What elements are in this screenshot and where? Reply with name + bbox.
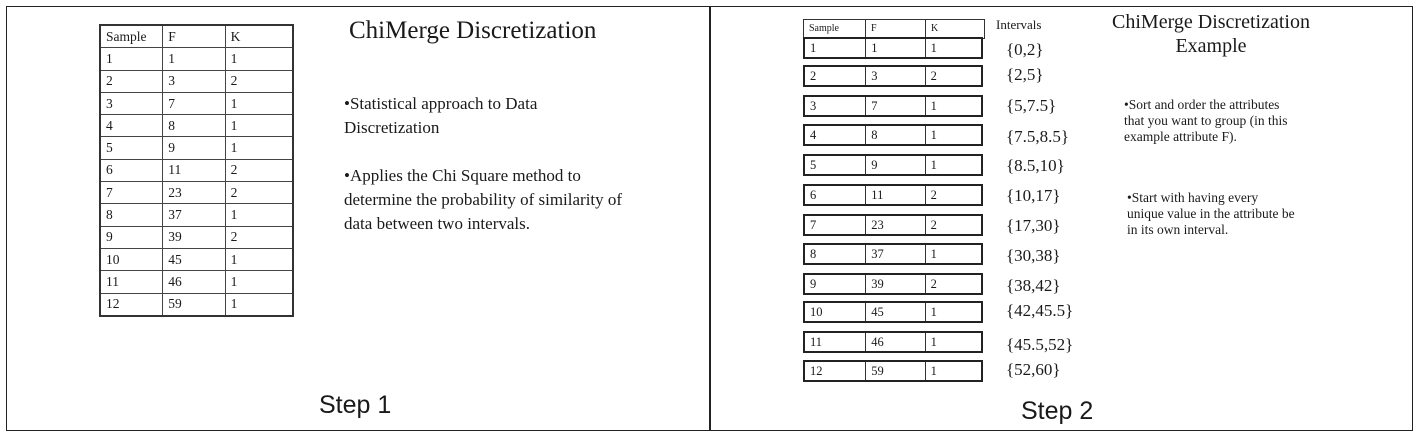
cell-k: 1 <box>225 115 293 137</box>
cell-f: 23 <box>866 216 925 234</box>
header-sample: Sample <box>100 25 163 48</box>
table-row <box>803 273 983 295</box>
step2-title <box>1096 10 1326 58</box>
table-header-row <box>100 25 293 48</box>
cell-f: 8 <box>163 115 225 137</box>
cell-f: 45 <box>866 303 925 321</box>
step1-label: Step 1 <box>319 391 392 419</box>
cell-f: 9 <box>163 137 225 159</box>
cell-sample: 4 <box>805 126 866 144</box>
cell-f: 46 <box>163 271 225 293</box>
cell-k: 2 <box>930 188 937 202</box>
interval-label: {30,38} <box>1006 246 1061 265</box>
cell-sample: 11 <box>100 271 163 293</box>
header-sample: Sample <box>804 20 866 38</box>
cell-sample: 7 <box>805 216 866 234</box>
cell-k: 1 <box>930 364 937 378</box>
step2-bullet-2: •Start with having every unique value in the attribute be in its own interval. <box>1127 190 1295 237</box>
table-row <box>100 159 293 181</box>
step2-title-line2: Example <box>1175 35 1247 57</box>
cell-sample: 5 <box>100 137 163 159</box>
cell-f: 59 <box>163 293 225 316</box>
table-row <box>100 248 293 270</box>
cell-sample: 5 <box>805 156 866 174</box>
cell-k: 1 <box>930 158 937 172</box>
cell-k: 1 <box>225 204 293 226</box>
step1-panel <box>6 6 710 431</box>
cell-k: 2 <box>225 159 293 181</box>
cell-k: 1 <box>225 137 293 159</box>
cell-f: 39 <box>866 275 925 293</box>
cell-sample: 3 <box>805 97 866 115</box>
interval-label: {45.5,52} <box>1006 335 1074 354</box>
cell-k: 1 <box>930 335 937 349</box>
interval-label: {10,17} <box>1006 186 1061 205</box>
cell-k: 1 <box>225 248 293 270</box>
step2-bullet-1: •Sort and order the attributes that you want to group (in this example attribute F). <box>1124 97 1288 144</box>
cell-k: 1 <box>930 305 937 319</box>
interval-label: {5,7.5} <box>1006 96 1057 115</box>
table-row <box>100 182 293 204</box>
cell-k: 1 <box>225 271 293 293</box>
cell-sample: 10 <box>100 248 163 270</box>
cell-sample: 1 <box>100 48 163 70</box>
cell-f: 7 <box>866 97 925 115</box>
table-row <box>100 115 293 137</box>
cell-k: 1 <box>225 293 293 316</box>
step1-bullet-1: •Statistical approach to Data Discretization <box>344 94 538 137</box>
cell-f: 37 <box>866 245 925 263</box>
cell-sample: 4 <box>100 115 163 137</box>
cell-f: 1 <box>163 48 225 70</box>
cell-f: 11 <box>163 159 225 181</box>
table-row <box>100 204 293 226</box>
cell-sample: 2 <box>805 67 866 85</box>
step1-bullet-2: •Applies the Chi Square method to determine the probability of similarity of data between two intervals. <box>344 166 623 233</box>
cell-sample: 7 <box>100 182 163 204</box>
interval-label: {2,5} <box>1006 65 1044 84</box>
step2-label: Step 2 <box>1021 397 1094 425</box>
table-row <box>803 214 983 236</box>
interval-label: {0,2} <box>1006 40 1044 59</box>
step1-title: ChiMerge Discretization <box>349 17 597 44</box>
cell-f: 11 <box>866 186 925 204</box>
table-row <box>100 70 293 92</box>
cell-sample: 11 <box>805 333 866 351</box>
table-row <box>803 95 983 117</box>
table-row <box>803 301 983 323</box>
interval-label: {42,45.5} <box>1006 301 1074 320</box>
interval-label: {38,42} <box>1006 276 1061 295</box>
interval-label: {17,30} <box>1006 216 1061 235</box>
cell-sample: 10 <box>805 303 866 321</box>
cell-f: 45 <box>163 248 225 270</box>
cell-sample: 3 <box>100 92 163 114</box>
interval-label: {7.5,8.5} <box>1006 127 1070 146</box>
cell-k: 1 <box>225 48 293 70</box>
cell-sample: 9 <box>805 275 866 293</box>
cell-k: 2 <box>930 218 937 232</box>
table-row <box>803 37 983 59</box>
interval-label: {8.5,10} <box>1006 156 1065 175</box>
cell-k: 1 <box>930 41 937 55</box>
cell-f: 46 <box>866 333 925 351</box>
cell-sample: 2 <box>100 70 163 92</box>
cell-f: 39 <box>163 226 225 248</box>
cell-f: 3 <box>163 70 225 92</box>
cell-f: 3 <box>866 67 925 85</box>
cell-f: 9 <box>866 156 925 174</box>
cell-f: 7 <box>163 92 225 114</box>
cell-sample: 9 <box>100 226 163 248</box>
cell-f: 23 <box>163 182 225 204</box>
cell-k: 1 <box>930 247 937 261</box>
table-row <box>803 360 983 382</box>
cell-sample: 6 <box>805 186 866 204</box>
cell-sample: 8 <box>100 204 163 226</box>
cell-f: 8 <box>866 126 925 144</box>
cell-f: 59 <box>866 362 925 380</box>
table-header-row <box>803 19 985 39</box>
cell-k: 1 <box>930 99 937 113</box>
table-row <box>100 48 293 70</box>
cell-k: 2 <box>225 182 293 204</box>
table-row <box>100 226 293 248</box>
interval-label: {52,60} <box>1006 360 1061 379</box>
cell-sample: 1 <box>805 39 866 57</box>
cell-sample: 6 <box>100 159 163 181</box>
table-row <box>100 271 293 293</box>
cell-k: 1 <box>225 92 293 114</box>
step2-title-line1: ChiMerge Discretization <box>1112 11 1310 33</box>
table-row <box>803 243 983 265</box>
header-f: F <box>163 25 225 48</box>
cell-f: 1 <box>866 39 925 57</box>
cell-k: 2 <box>225 70 293 92</box>
cell-k: 2 <box>930 277 937 291</box>
sample-table <box>99 24 294 317</box>
step2-panel <box>710 6 1413 431</box>
header-f: F <box>866 20 926 38</box>
cell-k: 2 <box>930 69 937 83</box>
cell-sample: 8 <box>805 245 866 263</box>
cell-k: 2 <box>225 226 293 248</box>
header-k: K <box>931 23 939 34</box>
table-row <box>803 65 983 87</box>
table-row <box>803 331 983 353</box>
table-row <box>100 293 293 316</box>
cell-k: 1 <box>930 128 937 142</box>
cell-f: 37 <box>163 204 225 226</box>
header-k: K <box>225 25 293 48</box>
cell-sample: 12 <box>805 362 866 380</box>
table-row <box>100 137 293 159</box>
table-row <box>803 124 983 146</box>
table-row <box>803 184 983 206</box>
table-row <box>803 154 983 176</box>
cell-sample: 12 <box>100 293 163 316</box>
table-row <box>100 92 293 114</box>
intervals-label: Intervals <box>996 17 1042 32</box>
